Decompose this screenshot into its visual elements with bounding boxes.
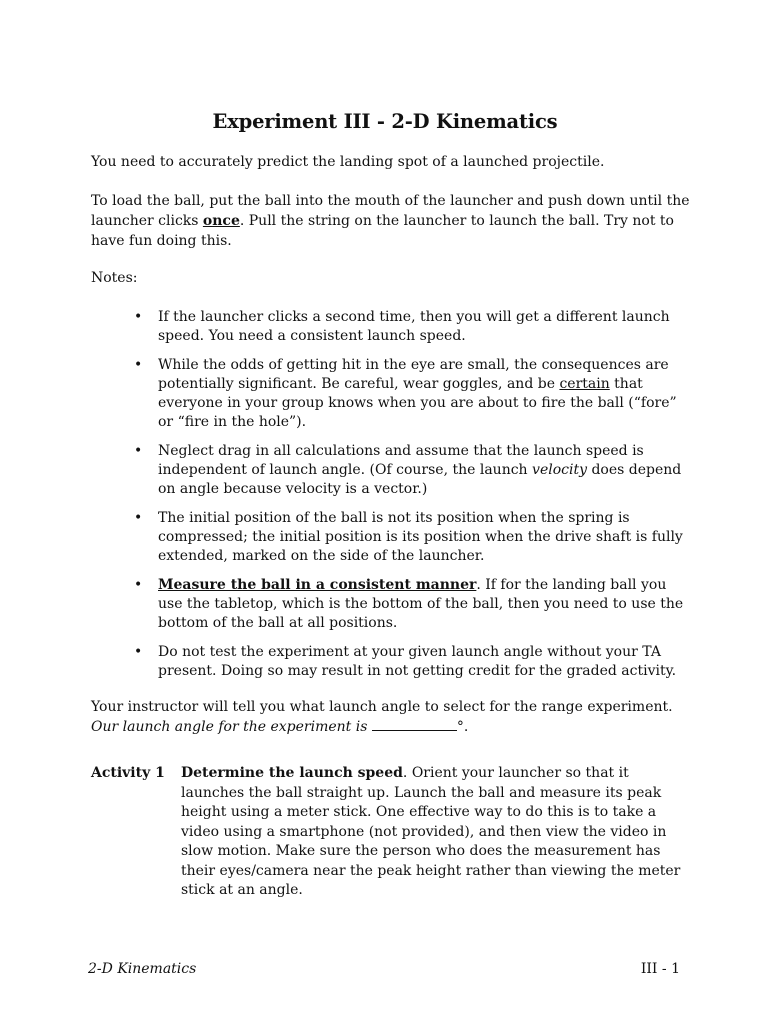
certain-emphasis: certain (559, 376, 610, 392)
page-number: III - 1 (640, 961, 680, 977)
page-title: Experiment III - 2-D Kinematics (212, 110, 558, 133)
list-item (130, 356, 690, 432)
notes-label: Notes: (91, 270, 138, 286)
activity-label: Activity 1 (91, 765, 165, 781)
bullet-icon: • (134, 577, 143, 593)
note-text: The initial position of the ball is not its position when the spring is compressed; the initial position is its position when the drive shaft is fully extended, marked on the side of the launcher. (158, 510, 683, 564)
bullet-icon: • (134, 644, 143, 660)
velocity-emphasis: velocity (532, 462, 587, 478)
note-text: While the odds of getting hit in the eye are small, the consequences are potentially significant. Be careful, wear goggles, and be (158, 357, 669, 392)
bullet-icon: • (134, 443, 143, 459)
intro-paragraph: You need to accurately predict the landing spot of a launched projectile. (91, 154, 605, 170)
note-text: that everyone in your group knows when you are about to fire the ball (“fore” or “fire in the hole”). (158, 376, 677, 430)
activity-heading: Determine the launch speed (181, 765, 403, 781)
list-item (130, 576, 690, 633)
instructor-paragraph (91, 697, 691, 737)
activity-text: . Orient your launcher so that it launches the ball straight up. Launch the ball and measure its peak height using a meter stick. One effective way to do this is to take a video using a smartphone (not provided), and then view the video in slow motion. Make sure the person who does the measurement has their eyes/camera near the peak height rather than viewing the meter stick at an angle. (181, 765, 681, 898)
measure-emphasis: Measure the ball in a consistent manner (158, 577, 477, 593)
list-item (130, 643, 690, 681)
bullet-icon: • (134, 357, 143, 373)
list-item (130, 308, 690, 346)
list-item (130, 509, 690, 566)
launch-angle-label: Our launch angle for the experiment is (91, 719, 372, 735)
load-text-2: . Pull the string on the launcher to launch the ball. Try not to have fun doing this. (91, 213, 674, 249)
note-text: does depend on angle because velocity is a vector.) (158, 462, 682, 497)
list-item (130, 442, 690, 499)
note-text: . If for the landing ball you use the tabletop, which is the bottom of the ball, then you need to use the bottom of the ball at all positions. (158, 577, 684, 631)
load-paragraph (91, 191, 691, 251)
note-text: Neglect drag in all calculations and assume that the launch speed is independent of launch angle. (Of course, the launch (158, 443, 644, 478)
footer-title: 2-D Kinematics (88, 961, 197, 977)
activity-description (181, 764, 681, 901)
bullet-icon: • (134, 309, 143, 325)
launch-angle-blank (372, 718, 457, 731)
bullet-icon: • (134, 510, 143, 526)
load-text-1: To load the ball, put the ball into the mouth of the launcher and push down until the launcher clicks (91, 193, 690, 229)
once-emphasis: once (202, 213, 240, 229)
note-text: If the launcher clicks a second time, then you will get a different launch speed. You need a consistent launch speed. (158, 309, 670, 344)
degree-suffix: °. (456, 719, 469, 735)
instructor-text: Your instructor will tell you what launch angle to select for the range experiment. (91, 699, 673, 715)
note-text: Do not test the experiment at your given launch angle without your TA present. Doing so may result in not getting credit for the graded activity. (158, 644, 677, 679)
notes-list (130, 308, 690, 691)
